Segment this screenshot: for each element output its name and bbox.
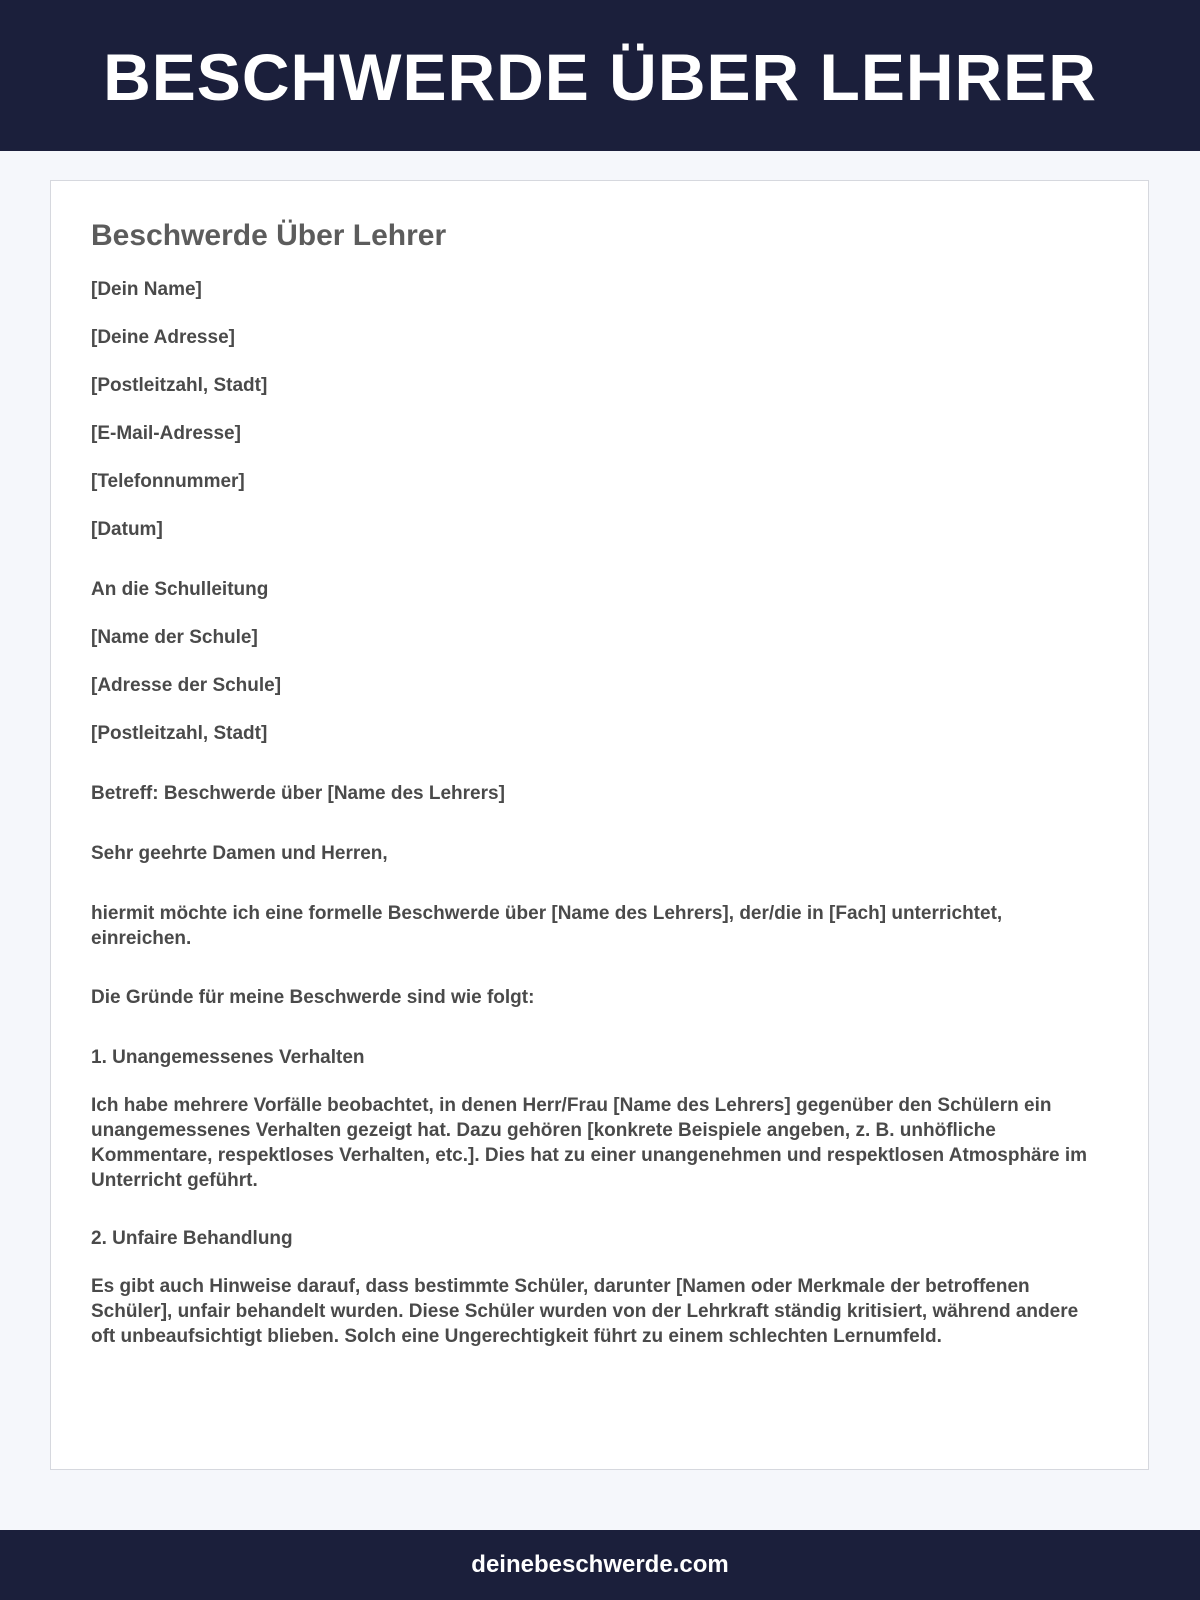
letter-date: [Datum]	[91, 519, 163, 540]
sender-name: [Dein Name]	[91, 279, 202, 300]
reason-paragraph: Ich habe mehrere Vorfälle beobachtet, in denen Herr/Frau [Name des Lehrers] gegenüber den Schülern ein unangemessenes Verhalten gezeigt hat. Dazu gehören [konkrete Beispiele angeben, z. B. unhöfliche Kommentare, respektloses Verhalten, etc.]. Dies hat zu einer unangenehmen und respektlosen Atmosphäre im Unterricht geführt.	[91, 1095, 1088, 1191]
salutation: Sehr geehrte Damen und Herren,	[91, 843, 388, 864]
reason-paragraph: Es gibt auch Hinweise darauf, dass bestimmte Schüler, darunter [Namen oder Merkmale der betroffenen Schüler], unfair behandelt wurden. Diese Schüler wurden von der Lehrkraft ständig kritisiert, während andere oft unbeaufsichtigt blieben. Solch eine Ungerechtigkeit führt zu einem schlechten Lernumfeld.	[91, 1276, 1079, 1347]
school-name: [Name der Schule]	[91, 627, 258, 648]
sender-email: [E-Mail-Adresse]	[91, 423, 241, 444]
reason-heading: 2. Unfaire Behandlung	[91, 1228, 293, 1249]
recipient-line: An die Schulleitung	[91, 579, 269, 600]
document-title: Beschwerde Über Lehrer	[91, 219, 447, 252]
footer-banner	[0, 1530, 1200, 1600]
intro-paragraph: hiermit möchte ich eine formelle Beschwerde über [Name des Lehrers], der/die in [Fach] unterrichtet, einreichen.	[91, 903, 1003, 949]
sender-postal-city: [Postleitzahl, Stadt]	[91, 375, 268, 396]
school-address: [Adresse der Schule]	[91, 675, 282, 696]
footer-site: deinebeschwerde.com	[471, 1551, 729, 1578]
sender-address: [Deine Adresse]	[91, 327, 235, 348]
subject-line: Betreff: Beschwerde über [Name des Lehrers]	[91, 783, 505, 804]
reason-heading: 1. Unangemessenes Verhalten	[91, 1047, 365, 1068]
school-postal-city: [Postleitzahl, Stadt]	[91, 723, 268, 744]
sender-phone: [Telefonnummer]	[91, 471, 245, 492]
header-banner	[0, 0, 1200, 151]
page-title: BESCHWERDE ÜBER LEHRER	[103, 39, 1097, 114]
reasons-intro: Die Gründe für meine Beschwerde sind wie folgt:	[91, 987, 535, 1008]
letter-card	[50, 180, 1149, 1470]
